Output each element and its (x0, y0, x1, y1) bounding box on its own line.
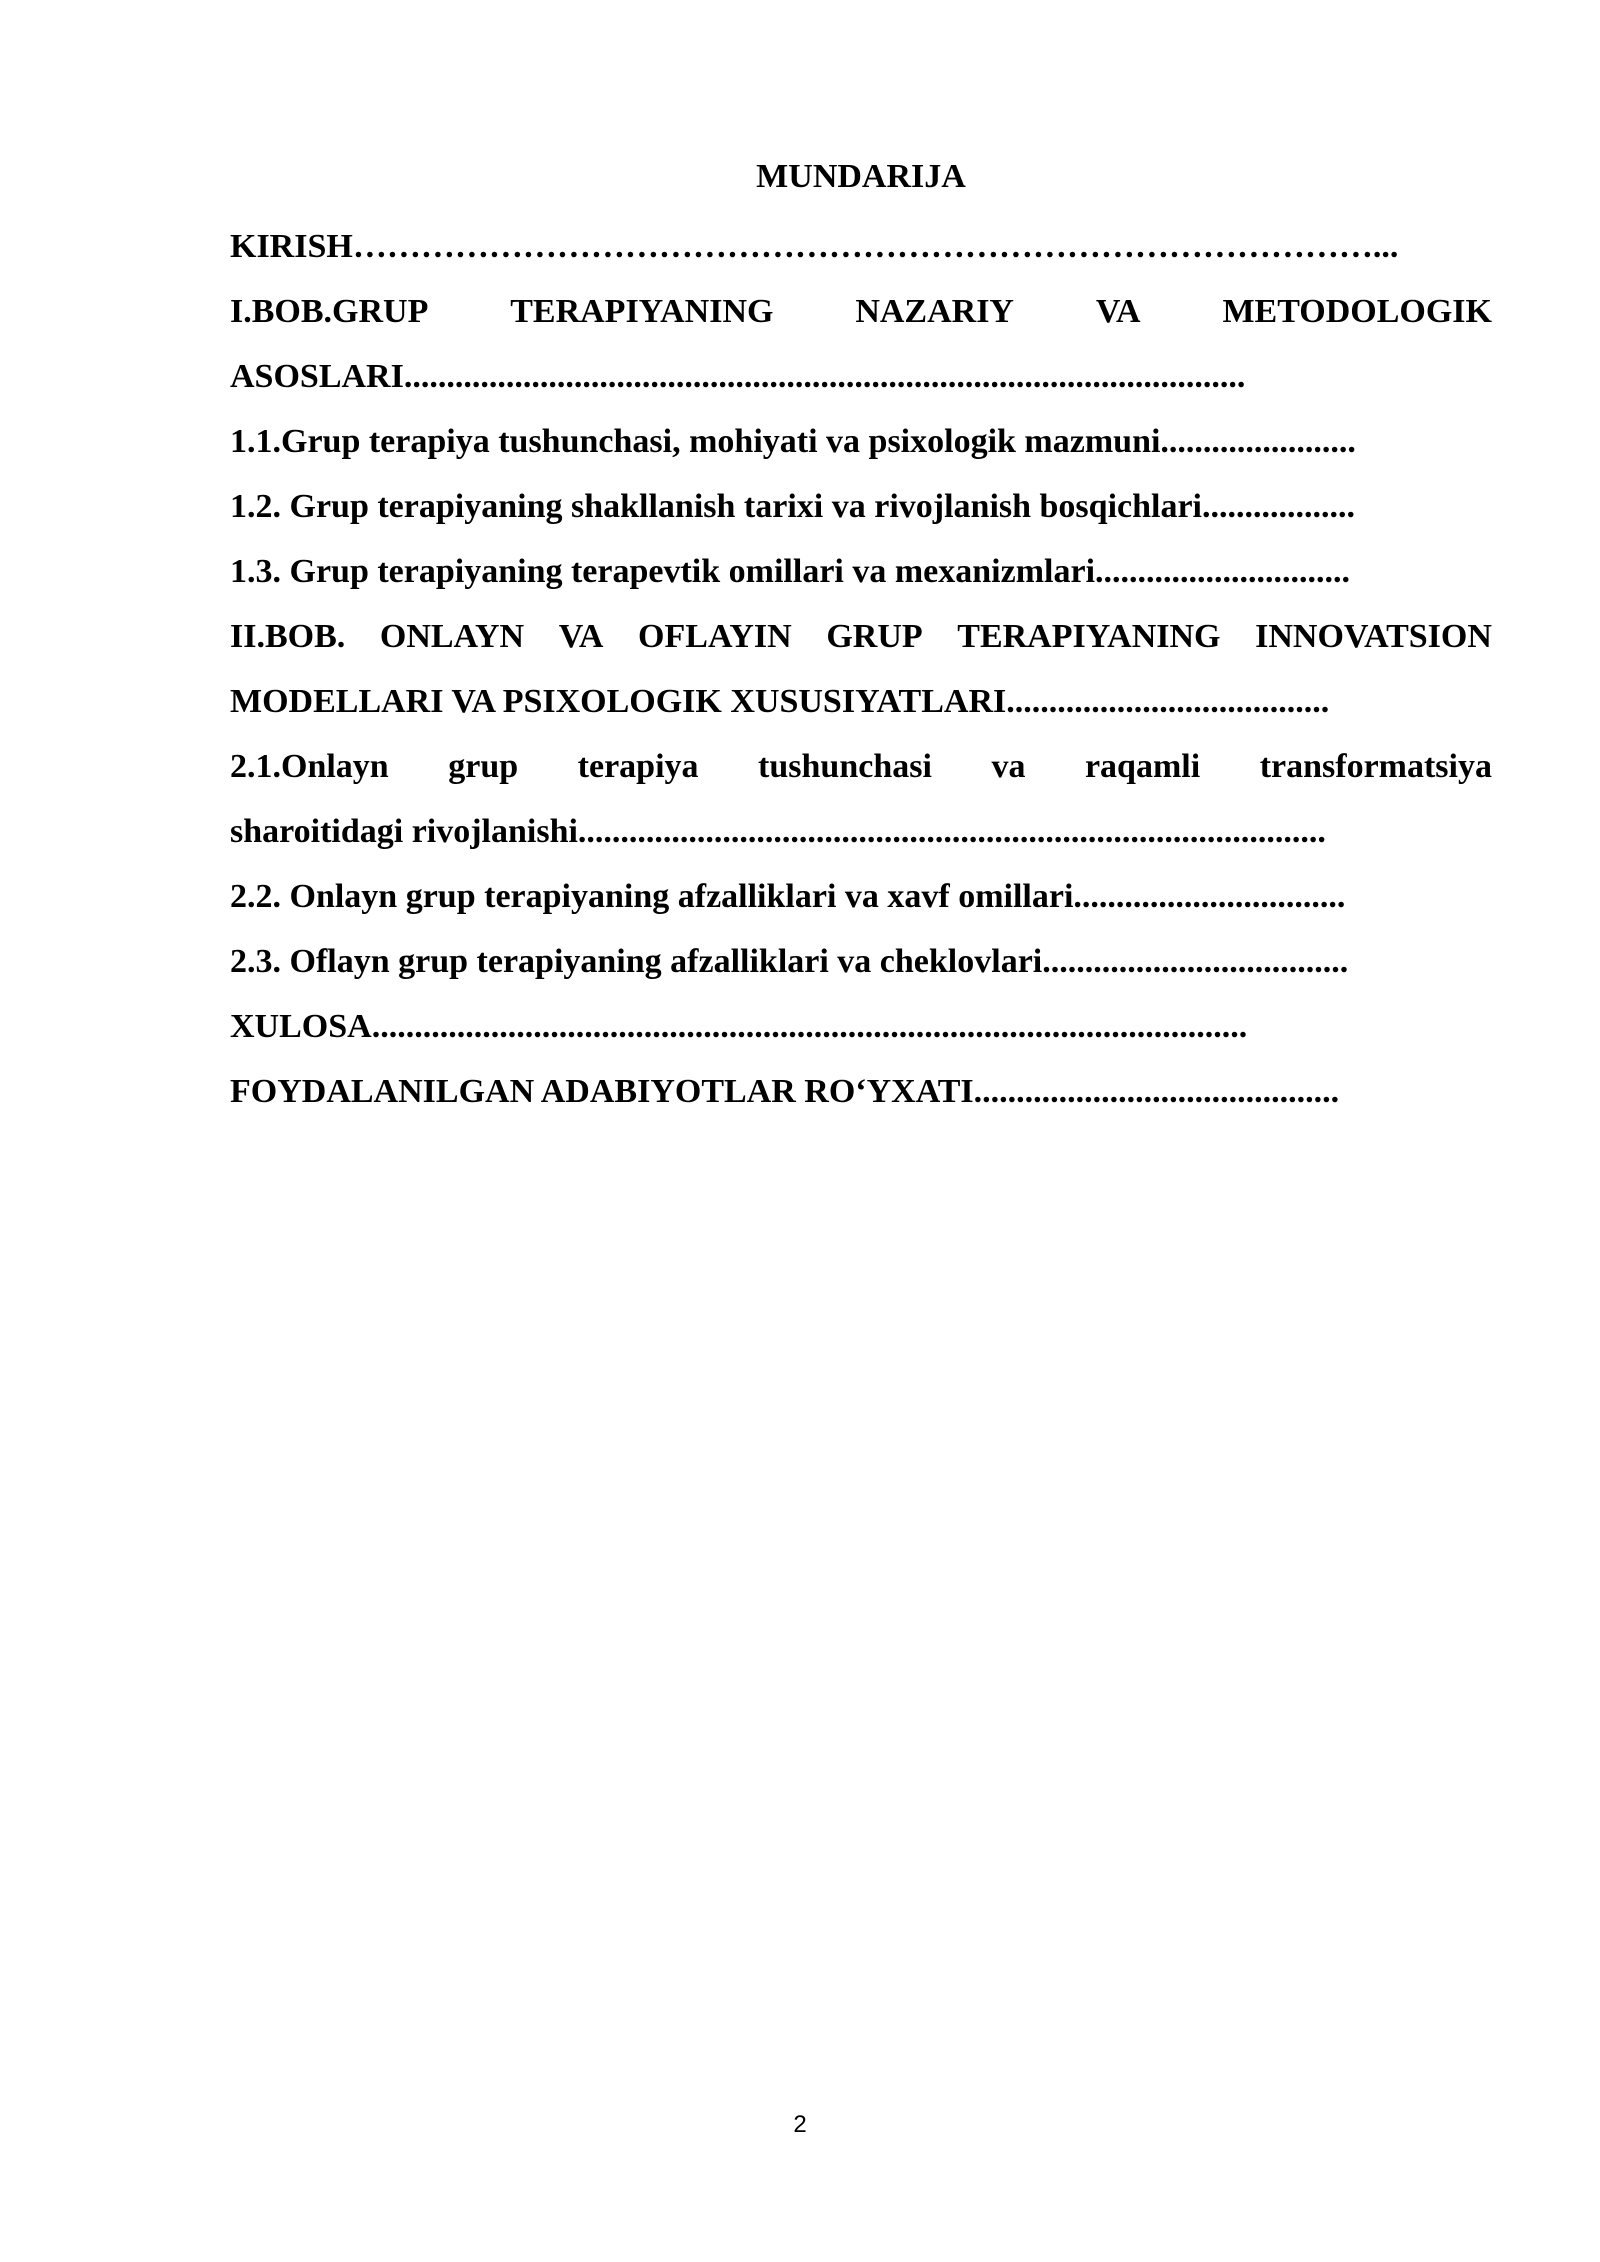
toc-entry-section-1-2: 1.2. Grup terapiyaning shakllanish tarixi va rivojlanish bosqichlari.................. (230, 488, 1356, 525)
toc-word: NAZARIY (855, 293, 1014, 330)
toc-word: va (991, 748, 1026, 785)
toc-word: tushunchasi (758, 748, 932, 785)
toc-entry-section-1-3: 1.3. Grup terapiyaning terapevtik omillari va mexanizmlari.............................. (230, 553, 1351, 590)
toc-word: I.BOB.GRUP (230, 293, 429, 330)
toc-word: grup (448, 748, 519, 785)
toc-entry-section-1-1: 1.1.Grup terapiya tushunchasi, mohiyati va psixologik mazmuni....................... (230, 423, 1356, 460)
toc-word: terapiya (577, 748, 699, 785)
toc-entry-xulosa: XULOSA....................................................................................................... (230, 1008, 1248, 1045)
toc-list (230, 214, 1492, 1124)
toc-word: transformatsiya (1259, 748, 1492, 785)
toc-word: INNOVATSION (1255, 618, 1492, 655)
toc-word: OFLAYIN (638, 618, 792, 655)
page-number: 2 (793, 2111, 807, 2138)
toc-entry-references: FOYDALANILGAN ADABIYOTLAR RO‘YXATI........................................... (230, 1073, 1340, 1110)
table-of-contents (230, 150, 1492, 1124)
toc-entry-chapter-2-line-1 (230, 604, 1492, 669)
toc-word: VA (558, 618, 604, 655)
toc-entry-section-2-1-line-1 (230, 734, 1492, 799)
toc-word: ONLAYN (379, 618, 525, 655)
toc-word: TERAPIYANING (957, 618, 1221, 655)
toc-entry-section-2-3: 2.3. Oflayn grup terapiyaning afzalliklari va cheklovlari.................................... (230, 943, 1349, 980)
toc-word: METODOLOGIK (1222, 293, 1492, 330)
toc-word: GRUP (826, 618, 923, 655)
toc-word: TERAPIYANING (510, 293, 774, 330)
toc-heading: MUNDARIJA (756, 158, 966, 195)
toc-word: 2.1.Onlayn (230, 748, 389, 785)
toc-entry-chapter-2-line-2: MODELLARI VA PSIXOLOGIK XUSUSIYATLARI...................................... (230, 683, 1330, 720)
toc-word: VA (1095, 293, 1141, 330)
toc-entry-chapter-1-line-1 (230, 279, 1492, 344)
toc-entry-kirish: KIRISH………………………………………………………………………………... (230, 228, 1399, 265)
toc-entry-chapter-1-line-2: ASOSLARI................................................................................................... (230, 358, 1246, 395)
toc-entry-section-2-2: 2.2. Onlayn grup terapiyaning afzalliklari va xavf omillari................................ (230, 878, 1346, 915)
toc-entry-section-2-1-line-2: sharoitidagi rivojlanishi........................................................................................ (230, 813, 1326, 850)
toc-word: raqamli (1084, 748, 1201, 785)
toc-word: II.BOB. (230, 618, 346, 655)
